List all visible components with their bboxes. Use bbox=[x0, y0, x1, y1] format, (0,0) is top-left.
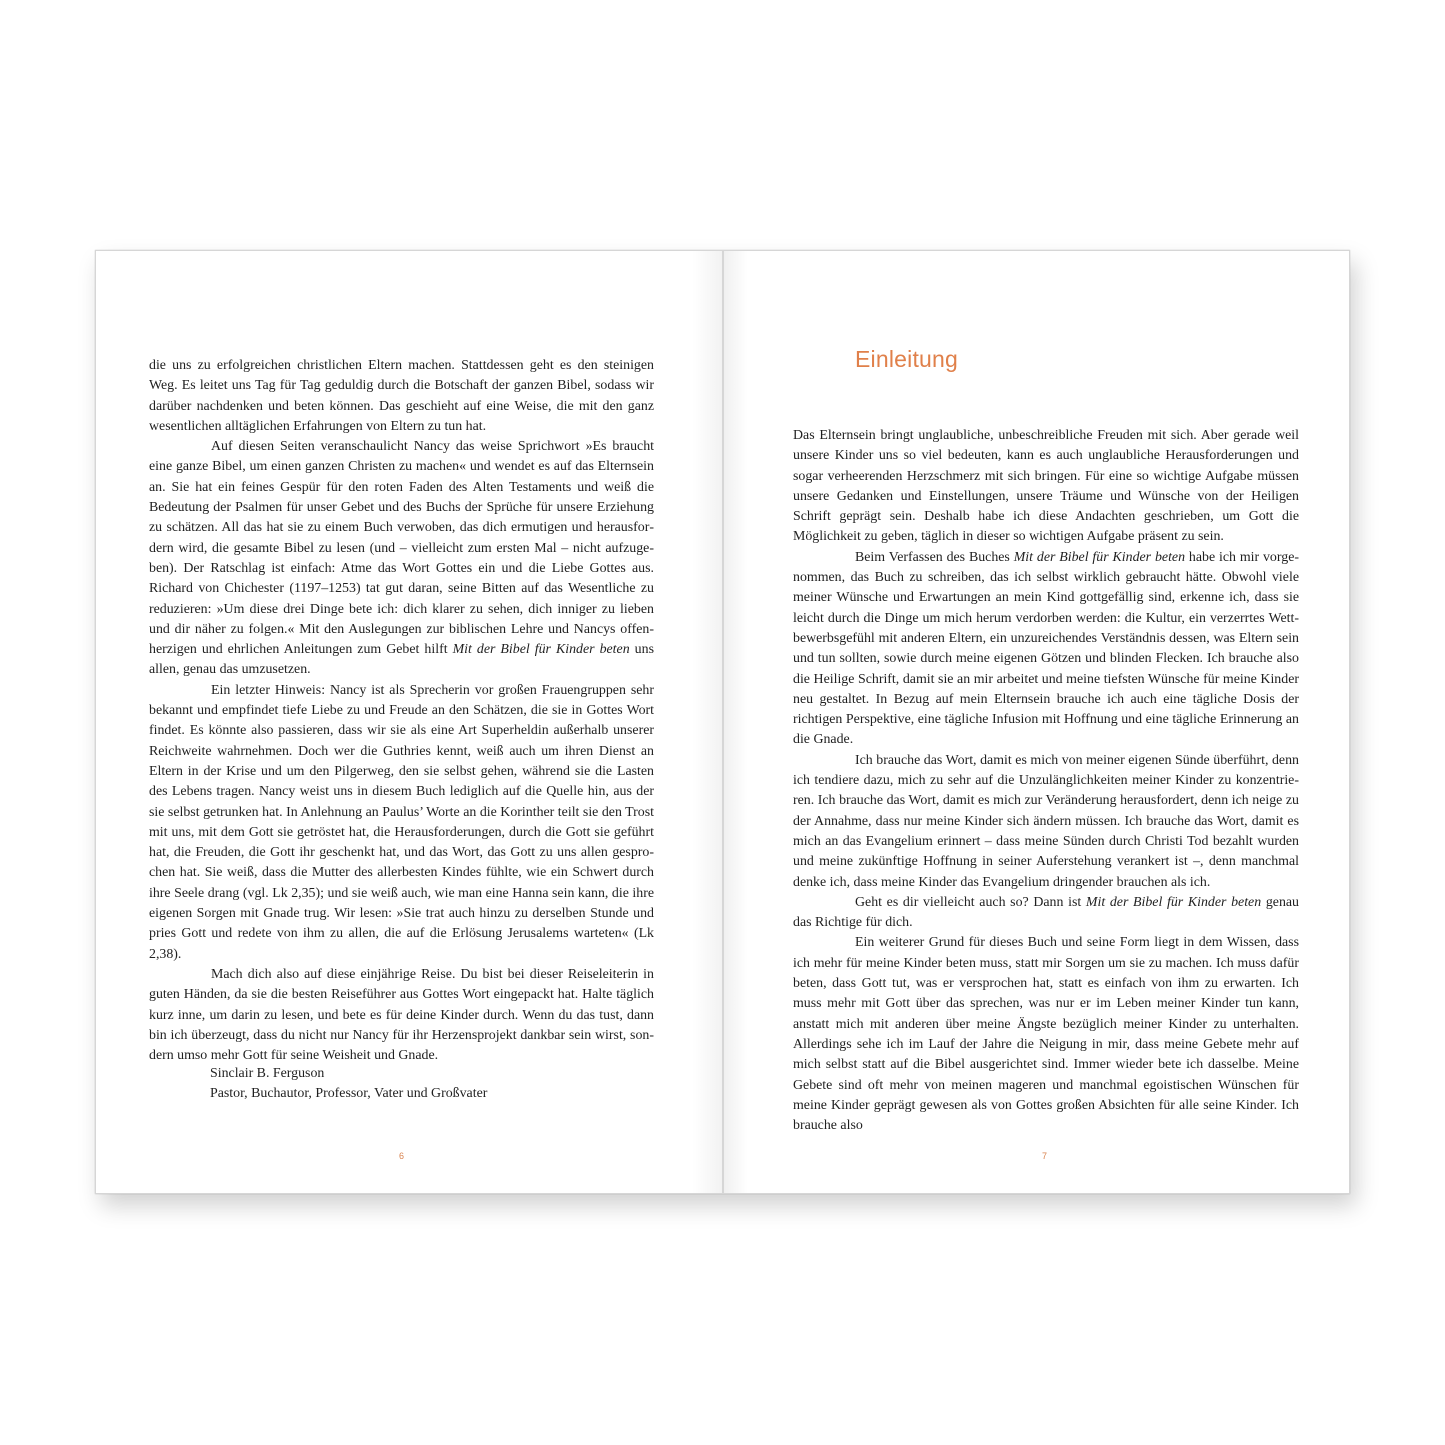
book-title-italic: Mit der Bibel für Kinder beten bbox=[1013, 549, 1186, 565]
paragraph bbox=[149, 437, 654, 681]
book-spread bbox=[95, 250, 1350, 1194]
text-run: Auf diesen Seiten veranschaulicht Nancy das weise Sprichwort »Es braucht eine ganze Bibel, um einen ganzen Christen zu machen« und wendet es auf das Elternsein an. Sie hat ein feines Gespür für den roten Faden des Alten Testaments und weiß die Bedeutung der Psalmen für unser Gebet und des Buchs der Sprüche für unsere Erziehung zu schätzen. All das hat sie zu einem Buch verwoben, das dich ermutigen und herausfordern wird, die gesamte Bibel zu lesen (und – vielleicht zum ersten Mal – nicht aufzugeben). Der Ratschlag ist einfach: Atme das Wort Gottes ein und die Liebe Gottes aus. Richard von Chichester (1197–1253) tat gut daran, seine Bitten auf das Wesentliche zu reduzieren: »Um diese drei Dinge bete ich: dich klarer zu sehen, dich inniger zu lieben und dir näher zu folgen.« Mit den Auslegungen zur biblischen Lehre und Nancys offenherzigen und ehrlichen Anleitungen zum Gebet hilft bbox=[149, 439, 654, 658]
paragraph bbox=[793, 426, 1299, 548]
book-title-italic: Mit der Bibel für Kinder beten bbox=[452, 642, 630, 658]
left-page-body bbox=[149, 356, 654, 1066]
text-run: Ich brauche das Wort, damit es mich von meiner eigenen Sünde überführt, denn ich tendiere dazu, mich zu sehr auf die Unzulänglichkeiten meiner Kinder zu konzentrieren. Ich brauche das Wort, damit es mich zur Veränderung herausfordert, denn ich neige zu der Annahme, dass nur meine Kinder sich ändern müssen. Ich brauche das Wort, damit es mich an das Evangelium erinnert – dass meine Sünden durch Christi Tod bezahlt wurden und meine zukünftige Hoffnung in seiner Auferstehung verankert ist –, denn manchmal denke ich, dass meine Kinder das Evangelium dringender brauchen als ich. bbox=[793, 752, 1299, 890]
text-run: Ein weiterer Grund für dieses Buch und seine Form liegt in dem Wissen, dass ich mehr für meine Kinder beten muss, statt mir Sorgen um sie zu machen. Ich muss dafür beten, dass Gott tut, was er versprochen hat, statt es einfach von ihm zu erwarten. Ich muss mehr mit Gott über das sprechen, was nur er im Leben meiner Kinder tun kann, anstatt mich mit anderen über meine Ängste bezüglich meiner Kinder zu unterhalten. Allerdings sehe ich im Lauf der Jahre die Neigung in mir, dass meine Gebete mehr auf mich selbst statt auf die Bibel ausgerichtet sind. Immer wieder bete ich dasselbe. Meine Gebete sind oft mehr von meinen mageren und manchmal egoistischen Wünschen für meine Kinder geprägt gewesen als von Gottes großen Absichten für alle seine Kinder. Ich brauche also bbox=[793, 935, 1299, 1134]
signature-block bbox=[210, 1064, 487, 1105]
text-run: habe ich mir vorgenommen, das Buch zu schreiben, das ich selbst wirklich gebraucht hätte. Obwohl viele meiner Wünsche und Erwartungen an mein Kind gottgefällig sind, erkenne ich, dass sie leicht durch die Dinge um mich herum verdorben werden: die Kultur, ein verzerrtes Wettbewerbsgefühl mit anderen Eltern, ein unzureichendes Verständnis dessen, was Eltern sein und tun sollten, sowie durch meine eigenen Götzen und blinden Flecken. Ich brauche also die Heilige Schrift, damit sie an mir arbeitet und meine tiefsten Wünsche für meine Kinder neu gestaltet. In Bezug auf mein Elternsein brauche ich auch eine tägliche Dosis der richtigen Perspektive, eine tägliche Infusion mit Hoffnung und eine tägliche Erinnerung an die Gnade. bbox=[793, 549, 1300, 748]
paragraph bbox=[149, 356, 654, 437]
text-run: Mach dich also auf diese einjährige Reise. Du bist bei dieser Reiseleiterin in guten Händen, da sie die besten Reiseführer aus Gottes Wort eingepackt hat. Halte täglich kurz inne, um darin zu lesen, und bete es für deine Kinder durch. Wenn du das tust, dann bin ich überzeugt, dass du nicht nur Nancy für ihr Herzensprojekt dankbar sein wirst, sondern umso mehr Gott für seine Weisheit und Gnade. bbox=[149, 966, 654, 1064]
text-run: genau das Richtige für dich. bbox=[793, 894, 1299, 931]
paragraph bbox=[149, 681, 654, 965]
text-run: Beim Verfassen des Buches bbox=[855, 549, 1014, 565]
text-run: Ein letzter Hinweis: Nancy ist als Sprecherin vor großen Frauengruppen sehr bekannt und empfindet tiefe Liebe zu und Freude an den Schätzen, die sie in Gottes Wort findet. Es könnte also passieren, dass wir sie als eine Art Superheldin außerhalb unserer Reichweite wahrnehmen. Doch wer die Guthries kennt, weiß auch um ihren Dienst an Eltern in der Krise und um den Pilgerweg, den sie selbst gehen, während sie die Lasten des Lebens tragen. Nancy weist uns in diesem Buch lediglich auf die Quelle hin, aus der sie selbst getrunken hat. In Anlehnung an Paulus’ Worte an die Korinther teilt sie den Trost mit uns, mit dem Gott sie getröstet hat, die Herausforderungen, durch die Gott sie geführt hat, die Freuden, die Gott ihr geschenkt hat, und das Wort, das Gott zu uns allen gesprochen hat. Sie weiß, dass die Mutter des allerbesten Kindes fühlte, wie ein Schwert durch ihre Seele drang (vgl. Lk 2,35); und sie weiß auch, wie man eine Hanna sein kann, die ihre eigenen Sorgen mit Gnade trug. Wir lesen: »Sie trat auch hinzu zu derselben Stunde und pries Gott und redete von ihm zu allen, die auf die Erlösung Jerusalems warteten« (Lk 2,38). bbox=[149, 682, 654, 962]
paragraph bbox=[793, 548, 1299, 751]
signature-name: Sinclair B. Ferguson bbox=[210, 1066, 325, 1081]
paragraph bbox=[149, 965, 654, 1066]
paragraph bbox=[793, 893, 1299, 934]
book-title-italic: Mit der Bibel für Kinder beten bbox=[1085, 894, 1262, 910]
paragraph bbox=[793, 933, 1299, 1136]
right-page-body bbox=[793, 426, 1299, 1136]
right-page bbox=[723, 250, 1350, 1194]
page-number-right: 7 bbox=[1042, 1151, 1048, 1161]
text-run: Geht es dir vielleicht auch so? Dann ist bbox=[855, 894, 1086, 910]
left-page bbox=[95, 250, 723, 1194]
text-run: uns allen, genau das umzusetzen. bbox=[149, 642, 654, 678]
page-number-left: 6 bbox=[399, 1151, 405, 1161]
text-run: die uns zu erfolgreichen christlichen Eltern machen. Stattdessen geht es den steinigen Weg. Es leitet uns Tag für Tag geduldig durch die Botschaft der ganzen Bibel, sodass wir darüber nachdenken und beten können. Das geschieht auf eine Weise, die mit den ganz wesentlichen alltäglichen Erfahrungen von Eltern zu tun hat. bbox=[149, 358, 654, 434]
text-run: Das Elternsein bringt unglaubliche, unbeschreibliche Freuden mit sich. Aber gerade weil unsere Kinder uns so viel bedeuten, kann es auch unglaubliche Herausforderungen und sogar verheerenden Herzschmerz mit sich bringen. Für eine so wichtige Aufgabe müssen unsere Gedanken und Einstellungen, unsere Träume und Wünsche von der Heiligen Schrift geprägt sein. Deshalb habe ich diese Andachten geschrieben, um Gott die Möglichkeit zu geben, täglich in dieser so wichtigen Aufgabe präsent zu sein. bbox=[793, 428, 1299, 545]
signature-role: Pastor, Buchautor, Professor, Vater und Großvater bbox=[210, 1086, 488, 1102]
chapter-heading: Einleitung bbox=[855, 346, 959, 372]
paragraph bbox=[793, 751, 1299, 893]
